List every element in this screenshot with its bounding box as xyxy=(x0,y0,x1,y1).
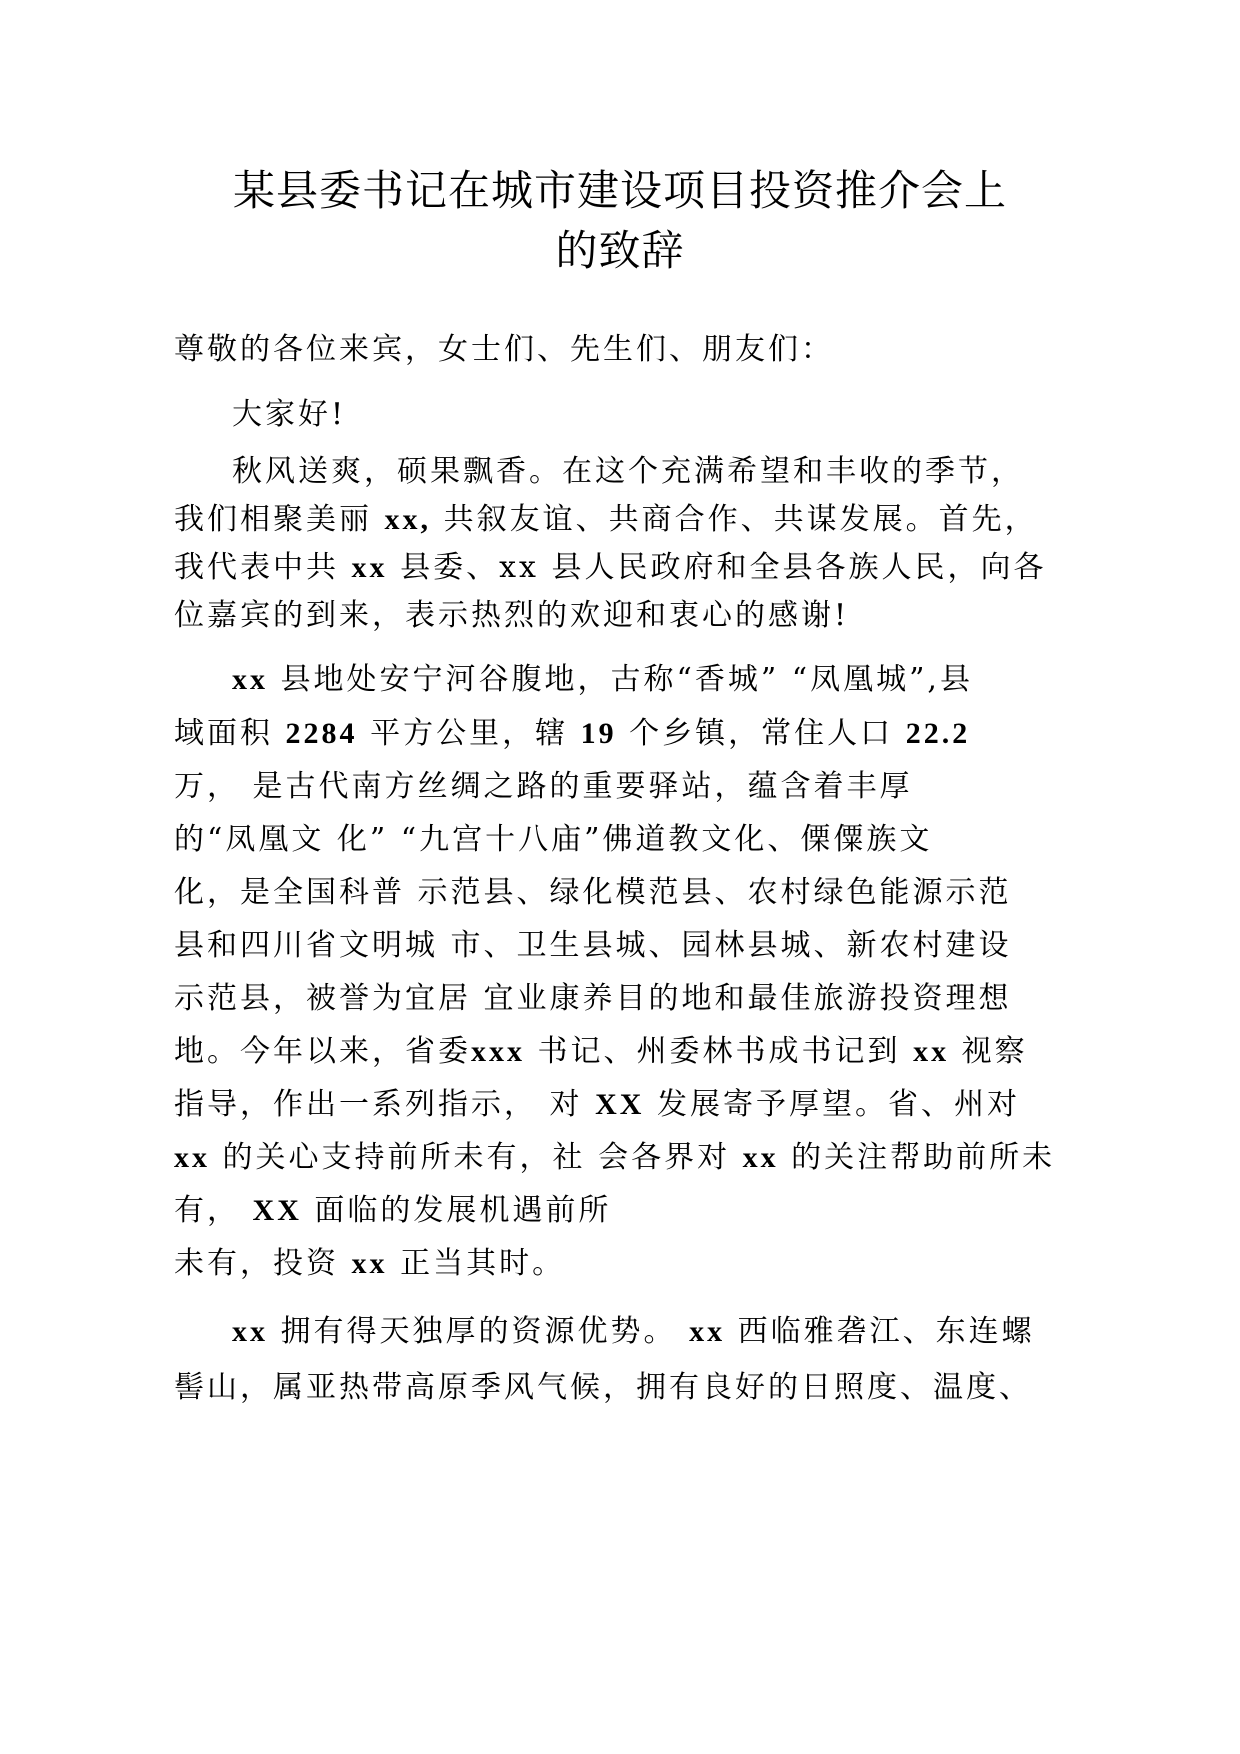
text-run: XX xyxy=(252,1194,302,1227)
salutation: 尊敬的各位来宾，女士们、先生们、朋友们： xyxy=(174,332,834,367)
text-run: 西临雅砻江、东连螺 xyxy=(725,1314,1035,1349)
text-run: 正当其时。 xyxy=(387,1246,566,1281)
text-run: 平方公里，辖 xyxy=(357,716,581,751)
paragraph-line: 示范县，被誉为宜居 宜业康养目的地和最佳旅游投资理想 xyxy=(174,981,1012,1016)
text-run: 有， xyxy=(174,1193,253,1228)
text-run: xx xyxy=(689,1315,726,1348)
paragraph-line xyxy=(174,714,970,754)
text-run: xx, xyxy=(384,503,432,536)
text-run: XX xyxy=(595,1088,645,1121)
text-run: 发展寄予厚望。省、州对 xyxy=(644,1087,1020,1122)
text-run: xxx xyxy=(471,1035,525,1068)
text-run: 县委、xx 县人民政府和全县各族人民，向各 xyxy=(387,550,1047,585)
paragraph-line: 县和四川省文明城 市、卫生县城、园林县城、新农村建设 xyxy=(174,928,1012,963)
greeting: 大家好! xyxy=(232,397,347,432)
paragraph-line xyxy=(174,1032,1028,1072)
text-run: 域面积 xyxy=(174,716,286,751)
text-run: xx xyxy=(742,1141,779,1174)
paragraph-line xyxy=(174,548,1046,588)
text-run: xx xyxy=(174,1141,210,1174)
paragraph-line: 万， 是古代南方丝绸之路的重要驿站，蕴含着丰厚 xyxy=(174,769,913,804)
paragraph-line xyxy=(232,660,973,700)
paragraph-line: 秋风送爽，硕果飘香。在这个充满希望和丰收的季节， xyxy=(232,454,1024,489)
paragraph-line xyxy=(174,1191,611,1231)
text-run: xx xyxy=(232,1315,268,1348)
text-run: 共叙友谊、共商合作、共谋发展。首先， xyxy=(431,502,1038,537)
paragraph-line: 化，是全国科普 示范县、绿化模范县、农村绿色能源示范 xyxy=(174,875,1012,910)
text-run: 地。今年以来，省委 xyxy=(174,1034,471,1069)
text-run: 19 xyxy=(580,717,617,750)
text-run: 面临的发展机遇前所 xyxy=(301,1193,612,1228)
paragraph-line xyxy=(232,1312,1035,1352)
text-run: xx xyxy=(351,551,388,584)
paragraph-line: 髻山，属亚热带高原季风气候，拥有良好的日照度、温度、 xyxy=(174,1370,1032,1405)
text-run: xx xyxy=(913,1035,950,1068)
text-run: xx xyxy=(232,663,268,696)
text-run: 拥有得天独厚的资源优势。 xyxy=(268,1314,690,1349)
text-run: xx xyxy=(351,1247,388,1280)
document-title-line-1: 某县委书记在城市建设项目投资推介会上 xyxy=(232,166,1007,215)
text-run: 书记、州委林书成书记到 xyxy=(525,1034,914,1069)
text-run: 的关注帮助前所未 xyxy=(778,1140,1056,1175)
document-title-line-2: 的致辞 xyxy=(555,226,685,275)
paragraph-line: 的“凤凰文 化” “九宫十八庙”佛道教文化、傈僳族文 xyxy=(174,822,933,857)
text-run: 我代表中共 xyxy=(174,550,352,585)
text-run: 个乡镇，常住人口 xyxy=(616,716,906,751)
paragraph-line xyxy=(174,1244,565,1284)
text-run: 未有，投资 xyxy=(174,1246,352,1281)
paragraph-line xyxy=(174,500,1038,540)
text-run: 指导，作出一系列指示， 对 xyxy=(174,1087,596,1122)
text-run: 县地处安宁河谷腹地，古称“香城” “凤凰城”,县 xyxy=(268,662,973,697)
text-run: 的关心支持前所未有，社 会各界对 xyxy=(210,1140,743,1175)
paragraph-line xyxy=(174,1138,1055,1178)
text-run: 22.2 xyxy=(905,717,971,750)
text-run: 我们相聚美丽 xyxy=(174,502,385,537)
paragraph-line xyxy=(174,1085,1020,1125)
paragraph-line: 位嘉宾的到来，表示热烈的欢迎和衷心的感谢! xyxy=(174,598,850,633)
text-run: 2284 xyxy=(285,717,358,750)
text-run: 视察 xyxy=(949,1034,1028,1069)
